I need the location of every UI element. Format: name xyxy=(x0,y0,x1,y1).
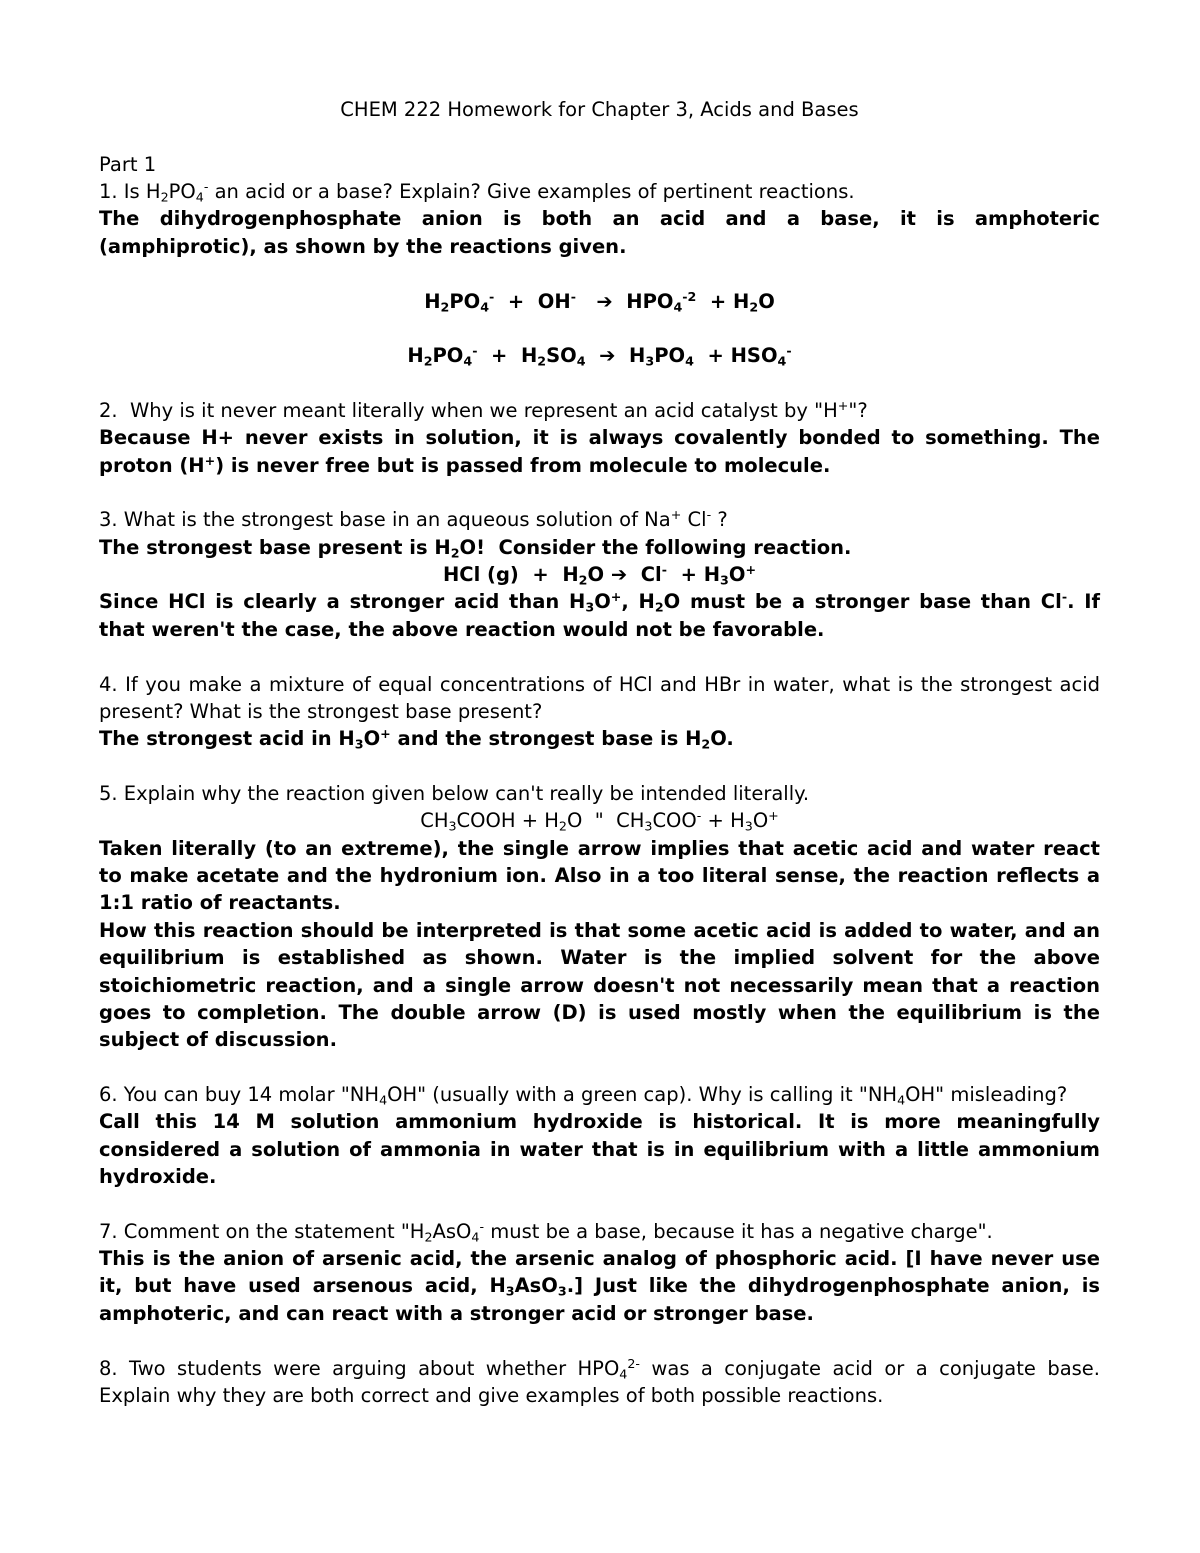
text-line xyxy=(99,972,1100,999)
text-run: + HSO xyxy=(693,344,778,368)
text-run: considered a solution of ammonia in water that is in equilibrium with a little ammonium xyxy=(99,1137,1100,1161)
text-run: O xyxy=(752,809,769,833)
text-run: hydroxide. xyxy=(99,1165,217,1189)
superscript: + xyxy=(670,507,682,523)
question-text xyxy=(99,1355,1100,1410)
superscript: + xyxy=(380,726,391,742)
text-run: stoichiometric reaction, and a single arrow doesn't not necessarily mean that a reaction xyxy=(99,973,1100,997)
subscript: 2 xyxy=(537,353,547,369)
page-title: CHEM 222 Homework for Chapter 3, Acids and Bases xyxy=(340,98,859,121)
question-text xyxy=(99,780,1100,807)
text-run: O ➔ Cl xyxy=(587,563,662,587)
subscript: 4 xyxy=(576,353,586,369)
text-line xyxy=(99,178,1100,205)
question-item xyxy=(99,780,1100,1054)
text-line xyxy=(99,205,1100,232)
text-run: O. xyxy=(710,727,734,751)
text-run: COO xyxy=(652,809,697,833)
answer-text xyxy=(99,725,1100,752)
text-run: Call this 14 M solution ammonium hydroxide is historical. It is more meaningfully xyxy=(99,1110,1100,1134)
question-item xyxy=(99,397,1100,479)
subscript: 3 xyxy=(354,736,364,752)
question-item xyxy=(99,178,1100,370)
text-run: present? What is the strongest base present? xyxy=(99,699,543,723)
superscript: + xyxy=(204,452,216,468)
subscript: 3 xyxy=(644,818,653,834)
subscript: 2 xyxy=(749,299,759,315)
text-line xyxy=(99,1245,1100,1272)
text-run: to make acetate and the hydronium ion. Also in a too literal sense, the reaction reflects a xyxy=(99,864,1100,888)
text-run: O xyxy=(363,727,381,751)
text-run: Since HCl is clearly a stronger acid than H xyxy=(99,590,586,614)
text-line xyxy=(99,1300,1100,1327)
answer-text xyxy=(99,917,1100,1054)
text-run: Taken literally (to an extreme), the single arrow implies that acetic acid and water react xyxy=(99,836,1100,860)
text-run: 4. If you make a mixture of equal concentrations of HCl and HBr in water, what is the strongest acid xyxy=(99,672,1100,696)
text-line xyxy=(99,616,1100,643)
superscript: - xyxy=(203,179,209,195)
text-run: This is the anion of arsenic acid, the arsenic analog of phosphoric acid. [I have never use xyxy=(99,1247,1100,1271)
text-run: OH" misleading? xyxy=(905,1082,1068,1106)
text-run: proton (H xyxy=(99,453,205,477)
text-run: How this reaction should be interpreted is that some acetic acid is added to water, and an xyxy=(99,918,1100,942)
text-run: that weren't the case, the above reaction would not be favorable. xyxy=(99,617,825,641)
text-run: , H xyxy=(621,590,655,614)
subscript: 2 xyxy=(423,353,433,369)
equation xyxy=(99,807,1100,834)
text-run: subject of discussion. xyxy=(99,1028,337,1052)
text-run: + OH xyxy=(494,289,571,313)
text-run: "? xyxy=(848,398,868,422)
question-text xyxy=(99,178,1100,205)
text-line xyxy=(99,1136,1100,1163)
subscript: 4 xyxy=(777,353,787,369)
superscript: - xyxy=(706,507,712,523)
question-text xyxy=(99,506,1100,533)
text-run: 3. What is the strongest base in an aqueous solution of Na xyxy=(99,508,671,532)
text-run: CH xyxy=(420,809,449,833)
text-run: The dihydrogenphosphate anion is both an acid and a base, it is amphoteric xyxy=(99,207,1100,231)
subscript: 4 xyxy=(480,299,490,315)
text-run: amphoteric, and can react with a stronger acid or stronger base. xyxy=(99,1301,814,1325)
text-run: The strongest base present is H xyxy=(99,535,451,559)
text-run: O! Consider the following reaction. xyxy=(459,535,852,559)
superscript: - xyxy=(696,808,702,824)
superscript: + xyxy=(745,562,757,578)
answer-text xyxy=(99,205,1100,260)
superscript: + xyxy=(610,589,622,605)
subscript: 4 xyxy=(685,353,694,369)
answer-text xyxy=(99,534,1100,561)
display-equation xyxy=(99,288,1100,315)
text-run: Explain why they are both correct and give examples of both possible reactions. xyxy=(99,1383,884,1407)
subscript: 2 xyxy=(558,818,567,834)
subscript: 2 xyxy=(440,299,450,315)
text-line xyxy=(99,397,1100,424)
subscript: 2 xyxy=(160,189,169,205)
text-run: HCl (g) + H xyxy=(442,563,579,587)
text-line xyxy=(99,452,1100,479)
text-line xyxy=(99,1272,1100,1299)
text-run: 1:1 ratio of reactants. xyxy=(99,891,341,915)
subscript: 4 xyxy=(619,1366,628,1382)
text-line xyxy=(99,671,1100,698)
subscript: 3 xyxy=(557,1284,567,1299)
text-line xyxy=(99,698,1100,725)
subscript: 4 xyxy=(673,299,683,315)
text-line xyxy=(99,424,1100,451)
superscript: + xyxy=(768,808,779,824)
text-run: PO xyxy=(654,344,686,368)
question-item xyxy=(99,1081,1100,1190)
text-run: 5. Explain why the reaction given below can't really be intended literally. xyxy=(99,781,810,805)
text-line xyxy=(99,780,1100,807)
text-line xyxy=(99,534,1100,561)
section-heading: Part 1 xyxy=(99,152,157,176)
text-line xyxy=(99,835,1100,862)
text-run: an acid or a base? Explain? Give examples of pertinent reactions. xyxy=(208,180,855,204)
question-text xyxy=(99,397,1100,424)
superscript: - xyxy=(786,343,792,359)
text-line xyxy=(99,807,1100,834)
answer-text xyxy=(99,588,1100,643)
answer-text xyxy=(99,835,1100,917)
text-run: goes to completion. The double arrow (D) is used mostly when the equilibrium is the xyxy=(99,1000,1100,1024)
text-run: ➔ H xyxy=(585,344,646,368)
text-line xyxy=(99,944,1100,971)
subscript: 3 xyxy=(645,353,655,369)
question-item xyxy=(99,671,1100,753)
text-run: equilibrium is established as shown. Water is the implied solvent for the above xyxy=(99,946,1100,970)
text-run: AsO xyxy=(514,1274,558,1298)
text-line xyxy=(99,725,1100,752)
answer-text xyxy=(99,1108,1100,1190)
subscript: 2 xyxy=(701,736,711,752)
text-line xyxy=(99,506,1100,533)
text-line xyxy=(99,1355,1100,1382)
text-line xyxy=(99,288,1100,315)
superscript: - xyxy=(472,343,478,359)
text-run: and the strongest base is H xyxy=(390,727,702,751)
text-run: 6. You can buy 14 molar "NH xyxy=(99,1082,380,1106)
subscript: 3 xyxy=(448,818,457,834)
text-run: O xyxy=(758,289,775,313)
text-line xyxy=(99,999,1100,1026)
text-run: must be a base, because it has a negative charge". xyxy=(484,1219,993,1243)
text-line xyxy=(99,561,1100,588)
subscript: 2 xyxy=(424,1229,433,1245)
text-run: O must be a stronger base than Cl xyxy=(663,590,1062,614)
text-line xyxy=(99,1081,1100,1108)
text-run: H xyxy=(407,344,424,368)
superscript: - xyxy=(570,288,576,304)
superscript: + xyxy=(837,397,849,413)
display-equation xyxy=(99,342,1100,369)
superscript: - xyxy=(489,288,495,304)
question-item xyxy=(99,1218,1100,1327)
text-run: ➔ HPO xyxy=(575,289,674,313)
text-line xyxy=(99,862,1100,889)
text-run: PO xyxy=(449,289,481,313)
subscript: 2 xyxy=(450,545,460,561)
text-run: .] Just like the dihydrogenphosphate anion, is xyxy=(566,1274,1100,1298)
subscript: 2 xyxy=(654,600,664,616)
text-run: . If xyxy=(1067,590,1100,614)
subscript: 3 xyxy=(505,1284,515,1299)
text-run: O " CH xyxy=(566,809,645,833)
text-run: COOH + H xyxy=(456,809,559,833)
question-text xyxy=(99,671,1100,726)
text-run: 7. Comment on the statement "H xyxy=(99,1219,425,1243)
question-item xyxy=(99,1355,1100,1410)
text-line xyxy=(99,1108,1100,1135)
text-run: + H xyxy=(667,563,721,587)
superscript: - xyxy=(1061,589,1068,605)
text-run: PO xyxy=(432,344,464,368)
text-run: O xyxy=(728,563,746,587)
subscript: 4 xyxy=(471,1229,480,1245)
question-list xyxy=(99,178,1100,1409)
text-line xyxy=(99,342,1100,369)
text-line xyxy=(99,588,1100,615)
subscript: 2 xyxy=(578,572,588,588)
subscript: 3 xyxy=(720,572,729,588)
subscript: 3 xyxy=(585,600,595,616)
question-text xyxy=(99,1218,1100,1245)
text-run: + H xyxy=(477,344,538,368)
text-run: SO xyxy=(546,344,577,368)
answer-text xyxy=(99,424,1100,479)
text-run: (amphiprotic), as shown by the reactions given. xyxy=(99,234,627,258)
text-run: ? xyxy=(711,508,728,532)
text-line xyxy=(99,1163,1100,1190)
text-line xyxy=(99,889,1100,916)
text-run: it, but have used arsenous acid, H xyxy=(99,1274,506,1298)
subscript: 4 xyxy=(463,353,473,369)
equation xyxy=(99,561,1100,588)
text-run: Because H+ never exists in solution, it is always covalently bonded to something. The xyxy=(99,426,1100,450)
subscript: 4 xyxy=(897,1092,906,1108)
subscript: 3 xyxy=(744,818,753,834)
answer-text xyxy=(99,1245,1100,1327)
text-run: AsO xyxy=(432,1219,472,1243)
superscript: -2 xyxy=(682,288,697,304)
question-text xyxy=(99,1081,1100,1108)
text-run: + H xyxy=(701,809,745,833)
text-line xyxy=(99,233,1100,260)
text-run: 1. Is H xyxy=(99,180,161,204)
text-run: ) is never free but is passed from molecule to molecule. xyxy=(215,453,831,477)
subscript: 4 xyxy=(379,1092,388,1108)
text-run: OH" (usually with a green cap). Why is calling it "NH xyxy=(387,1082,898,1106)
text-run: The strongest acid in H xyxy=(99,727,355,751)
text-run: 8. Two students were arguing about whether HPO xyxy=(99,1356,620,1380)
text-line xyxy=(99,1218,1100,1245)
superscript: - xyxy=(661,562,668,578)
superscript: - xyxy=(479,1218,485,1234)
superscript: 2- xyxy=(627,1355,640,1371)
text-line xyxy=(99,1382,1100,1409)
text-run: 2. Why is it never meant literally when we represent an acid catalyst by "H xyxy=(99,398,838,422)
text-run: + H xyxy=(696,289,750,313)
text-run: O xyxy=(594,590,611,614)
text-line xyxy=(99,917,1100,944)
text-line xyxy=(99,1026,1100,1053)
text-run: H xyxy=(424,289,441,313)
subscript: 4 xyxy=(195,189,204,205)
question-item xyxy=(99,506,1100,643)
text-run: PO xyxy=(168,180,196,204)
text-run: Cl xyxy=(681,508,707,532)
text-run: was a conjugate acid or a conjugate base. xyxy=(639,1356,1100,1380)
